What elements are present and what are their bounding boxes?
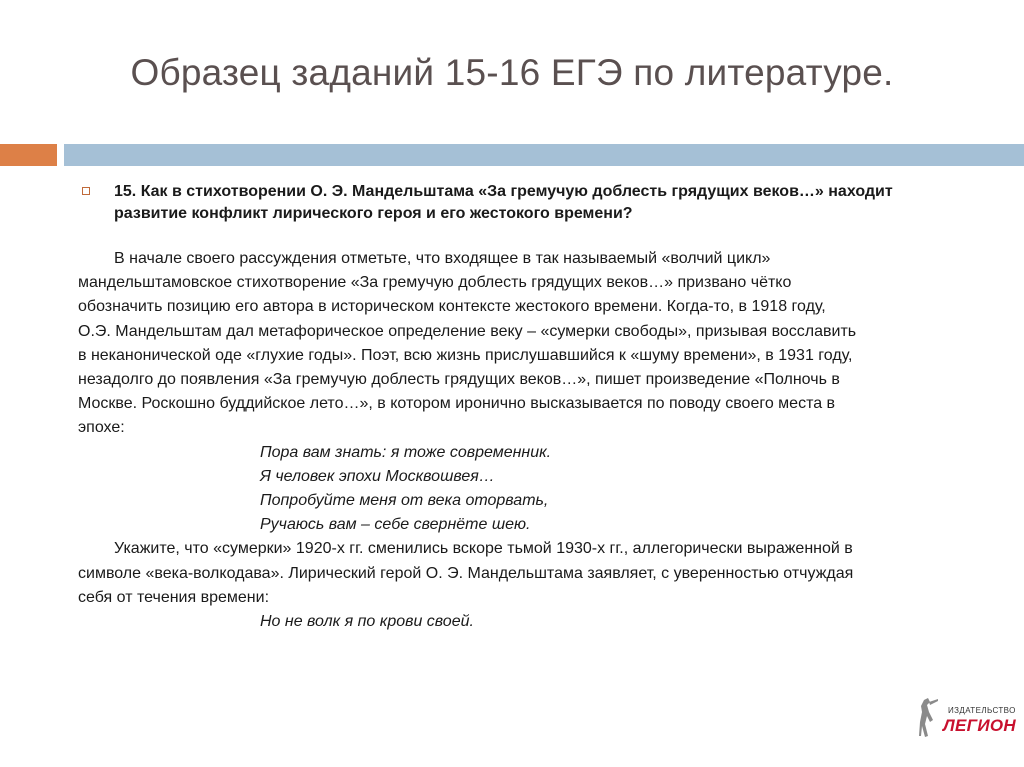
- paragraph-line: символе «века-волкодава». Лирический герой О. Э. Мандельштама заявляет, с уверенностью отчуждая: [78, 564, 854, 582]
- paragraph-line: обозначить позицию его автора в историческом контексте жестокого времени. Когда-то, в 1918 году,: [78, 298, 826, 316]
- paragraph-intro-rest: [78, 271, 978, 440]
- paragraph-line: мандельштамовское стихотворение «За гремучую доблесть грядущих веков…» призвано чётко: [78, 274, 792, 292]
- slide-content: [78, 181, 978, 634]
- question-line: развитие конфликт лирического героя и его жестокого времени?: [114, 205, 633, 222]
- question-line: 15. Как в стихотворении О. Э. Мандельштама «За гремучую доблесть грядущих веков…» находит: [114, 183, 893, 200]
- slide-title: Образец заданий 15-16 ЕГЭ по литературе.: [130, 52, 894, 93]
- paragraph-line: незадолго до появления «За гремучую доблесть грядущих веков…», пишет произведение «Полночь в: [78, 371, 840, 389]
- paragraph-line: В начале своего рассуждения отметьте, что входящее в так называемый «волчий цикл»: [114, 250, 771, 267]
- paragraph-line: в неканонической оде «глухие годы». Поэт, всю жизнь прислушавшийся к «шуму времени», в 1931 году,: [78, 346, 853, 364]
- accent-bar: [0, 144, 57, 166]
- paragraph-line: себя от течения времени:: [78, 588, 270, 606]
- verse-quote-1: [78, 441, 978, 538]
- verse-line: Ручаюсь вам – себе свернёте шею.: [260, 516, 531, 534]
- legion-figure-icon: [918, 696, 942, 740]
- paragraph-line: О.Э. Мандельштам дал метафорическое определение веку – «сумерки свободы», призывая восславить: [78, 322, 857, 340]
- square-bullet-icon: [82, 187, 90, 195]
- verse-line: Я человек эпохи Москвошвея…: [260, 467, 495, 485]
- verse-line: Попробуйте меня от века оторвать,: [260, 492, 549, 510]
- logo-brand-name: ЛЕГИОН: [943, 716, 1016, 735]
- paragraph-intro: [78, 247, 978, 271]
- logo-publisher-label: ИЗДАТЕЛЬСТВО: [948, 706, 1016, 715]
- paragraph-line: Москве. Роскошно буддийское лето…», в котором иронично высказывается по поводу своего места в: [78, 395, 836, 413]
- verse-quote-2: [78, 610, 978, 634]
- header-divider-bar: [64, 144, 1024, 166]
- verse-line: Но не волк я по крови своей.: [260, 613, 474, 631]
- paragraph-line: Укажите, что «сумерки» 1920-х гг. сменились вскоре тьмой 1930-х гг., аллегорически выраженной в: [114, 540, 853, 558]
- verse-line: Пора вам знать: я тоже современник.: [260, 443, 552, 461]
- question-item: [78, 181, 978, 225]
- paragraph-line: эпохе:: [78, 419, 125, 437]
- paragraph-conclusion: [78, 537, 978, 610]
- publisher-logo: [918, 696, 1016, 740]
